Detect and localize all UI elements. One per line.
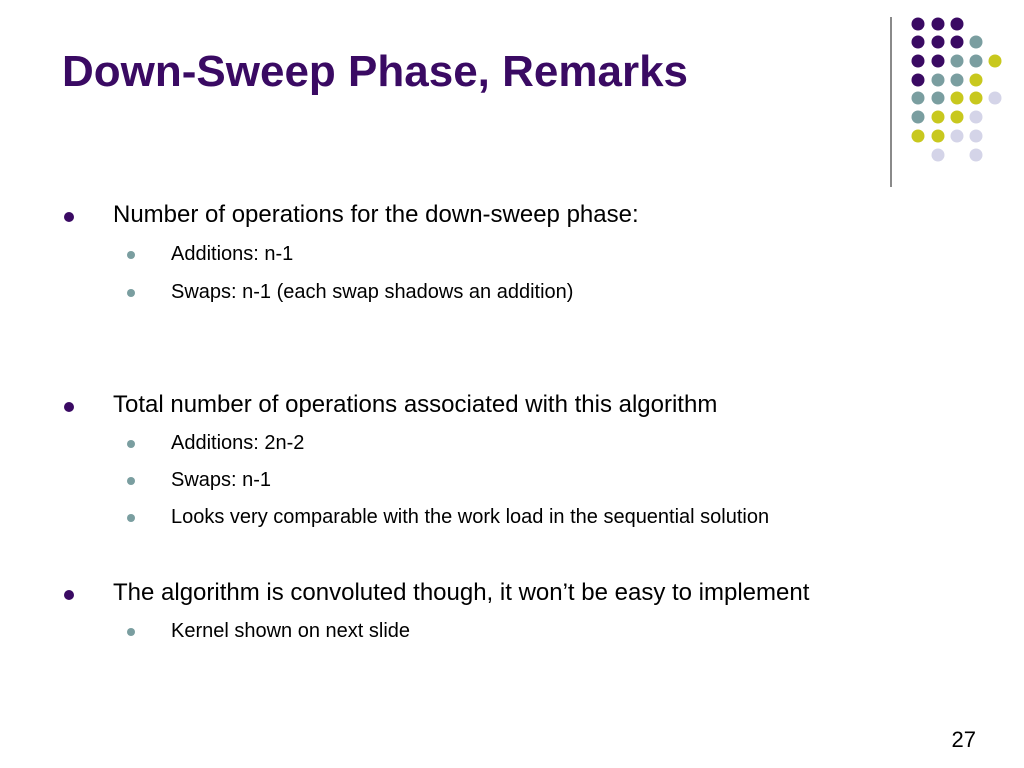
sub-bullet-item: Swaps: n-1 (each swap shadows an addition) <box>171 281 574 303</box>
sub-bullet-item: Kernel shown on next slide <box>171 620 411 642</box>
slide-title: Down-Sweep Phase, Remarks <box>62 47 689 96</box>
bullet-item: Number of operations for the down-sweep phase: <box>113 201 639 228</box>
sub-bullet-item: Additions: 2n-2 <box>171 432 305 454</box>
bullet-item: Total number of operations associated with this algorithm <box>113 391 718 418</box>
page-number: 27 <box>951 727 976 752</box>
bullet-item: The algorithm is convoluted though, it won’t be easy to implement <box>113 579 810 606</box>
sub-bullet-item: Looks very comparable with the work load in the sequential solution <box>171 506 770 528</box>
sub-bullet-item: Swaps: n-1 <box>171 469 272 491</box>
sub-bullet-item: Additions: n-1 <box>171 243 294 265</box>
